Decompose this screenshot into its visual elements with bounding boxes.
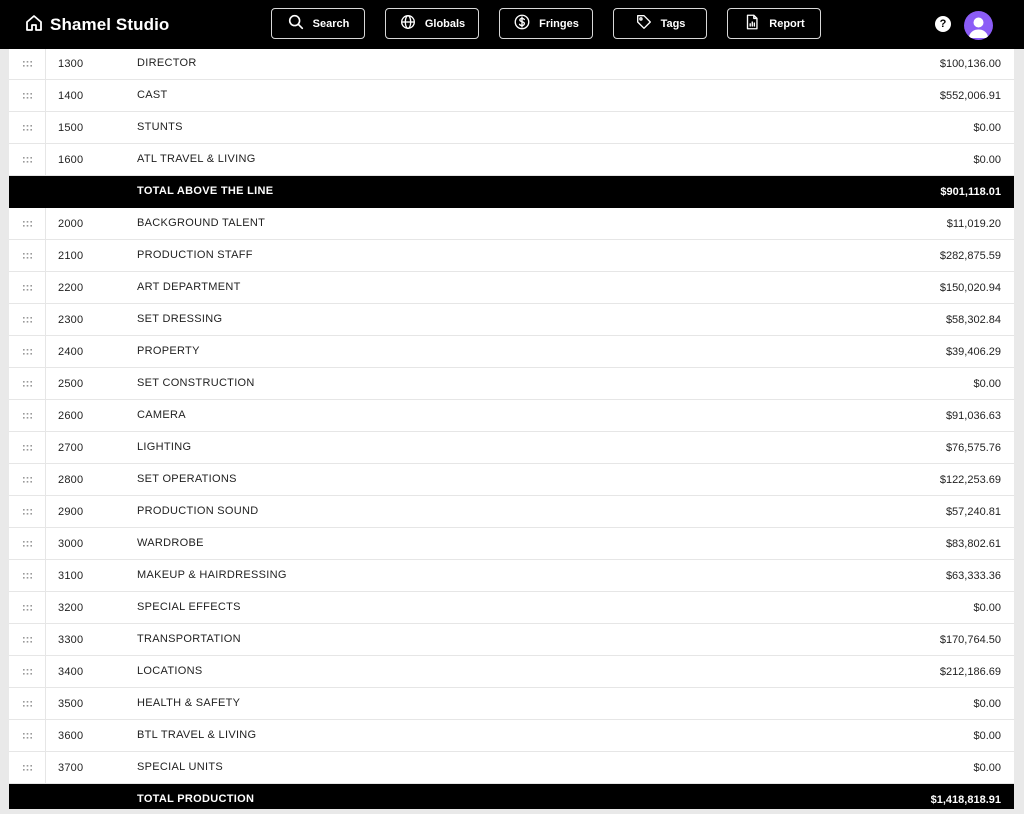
total-row bbox=[9, 784, 1014, 809]
table-row[interactable] bbox=[9, 240, 1014, 272]
drag-handle-icon[interactable] bbox=[9, 496, 46, 527]
drag-handle-icon[interactable] bbox=[9, 144, 46, 175]
account-amount: $100,136.00 bbox=[939, 58, 1001, 70]
dollar-circle-icon bbox=[513, 13, 531, 34]
report-button-label: Report bbox=[769, 17, 805, 30]
account-code: 2000 bbox=[58, 218, 84, 230]
account-name: PROPERTY bbox=[137, 345, 200, 357]
table-row[interactable] bbox=[9, 49, 1014, 80]
account-amount: $11,019.20 bbox=[946, 218, 1001, 230]
drag-handle-icon[interactable] bbox=[9, 208, 46, 239]
drag-handle-icon[interactable] bbox=[9, 336, 46, 367]
tags-button[interactable] bbox=[613, 8, 707, 39]
drag-handle-icon[interactable] bbox=[9, 49, 46, 79]
report-icon bbox=[743, 13, 761, 34]
account-amount: $282,875.59 bbox=[939, 250, 1001, 262]
account-code: 3500 bbox=[58, 698, 84, 710]
account-amount: $0.00 bbox=[973, 378, 1001, 390]
account-amount: $0.00 bbox=[973, 730, 1001, 742]
account-code: 3200 bbox=[58, 602, 84, 614]
table-row[interactable] bbox=[9, 528, 1014, 560]
search-button-label: Search bbox=[312, 17, 350, 30]
home-icon bbox=[24, 13, 44, 38]
drag-handle-icon[interactable] bbox=[9, 592, 46, 623]
account-code: 2900 bbox=[58, 506, 84, 518]
search-button[interactable] bbox=[271, 8, 365, 39]
drag-handle-icon[interactable] bbox=[9, 400, 46, 431]
account-amount: $0.00 bbox=[973, 602, 1001, 614]
tags-button-label: Tags bbox=[660, 17, 686, 30]
drag-handle-icon[interactable] bbox=[9, 560, 46, 591]
account-code: 2100 bbox=[58, 250, 84, 262]
account-amount: $57,240.81 bbox=[945, 506, 1001, 518]
account-amount: $83,802.61 bbox=[945, 538, 1001, 550]
account-name: SET DRESSING bbox=[137, 313, 223, 325]
account-name: ATL TRAVEL & LIVING bbox=[137, 153, 256, 165]
table-row[interactable] bbox=[9, 624, 1014, 656]
account-name: WARDROBE bbox=[137, 537, 204, 549]
account-name: CAMERA bbox=[137, 409, 186, 421]
account-name: PRODUCTION SOUND bbox=[137, 505, 259, 517]
drag-handle-icon[interactable] bbox=[9, 432, 46, 463]
table-row[interactable] bbox=[9, 112, 1014, 144]
account-amount: $122,253.69 bbox=[939, 474, 1001, 486]
drag-handle-icon[interactable] bbox=[9, 752, 46, 783]
account-amount: $39,406.29 bbox=[945, 346, 1001, 358]
account-code: 2700 bbox=[58, 442, 84, 454]
table-row[interactable] bbox=[9, 336, 1014, 368]
fringes-button-label: Fringes bbox=[539, 17, 579, 30]
table-row[interactable] bbox=[9, 560, 1014, 592]
total-amount: $1,418,818.91 bbox=[930, 794, 1001, 806]
drag-handle-icon[interactable] bbox=[9, 368, 46, 399]
account-amount: $63,333.36 bbox=[945, 570, 1001, 582]
account-code: 2800 bbox=[58, 474, 84, 486]
account-code: 2200 bbox=[58, 282, 84, 294]
account-amount: $0.00 bbox=[973, 698, 1001, 710]
account-name: STUNTS bbox=[137, 121, 183, 133]
table-row[interactable] bbox=[9, 144, 1014, 176]
account-amount: $76,575.76 bbox=[945, 442, 1001, 454]
account-name: TRANSPORTATION bbox=[137, 633, 241, 645]
table-row[interactable] bbox=[9, 208, 1014, 240]
table-row[interactable] bbox=[9, 304, 1014, 336]
account-amount: $212,186.69 bbox=[939, 666, 1001, 678]
search-icon bbox=[287, 13, 305, 34]
globals-button-label: Globals bbox=[424, 17, 466, 30]
globals-button[interactable] bbox=[385, 8, 479, 39]
account-amount: $58,302.84 bbox=[945, 314, 1001, 326]
drag-handle-icon[interactable] bbox=[9, 112, 46, 143]
budget-table bbox=[9, 49, 1014, 809]
app-title: Shamel Studio bbox=[50, 15, 170, 34]
account-code: 3000 bbox=[58, 538, 84, 550]
avatar[interactable] bbox=[964, 11, 993, 40]
account-code: 1500 bbox=[58, 122, 84, 134]
account-name: HEALTH & SAFETY bbox=[137, 697, 241, 709]
table-row[interactable] bbox=[9, 368, 1014, 400]
account-amount: $0.00 bbox=[973, 122, 1001, 134]
report-button[interactable] bbox=[727, 8, 821, 39]
account-code: 3300 bbox=[58, 634, 84, 646]
account-amount: $91,036.63 bbox=[945, 410, 1001, 422]
account-amount: $552,006.91 bbox=[939, 90, 1001, 102]
total-row bbox=[9, 176, 1014, 208]
account-amount: $0.00 bbox=[973, 762, 1001, 774]
table-row[interactable] bbox=[9, 272, 1014, 304]
account-name: CAST bbox=[137, 89, 168, 101]
account-name: LOCATIONS bbox=[137, 665, 203, 677]
table-row[interactable] bbox=[9, 80, 1014, 112]
account-name: BTL TRAVEL & LIVING bbox=[137, 729, 257, 741]
account-amount: $150,020.94 bbox=[939, 282, 1001, 294]
account-name: BACKGROUND TALENT bbox=[137, 217, 266, 229]
tag-icon bbox=[635, 13, 653, 34]
drag-handle-icon[interactable] bbox=[9, 720, 46, 751]
drag-handle-icon[interactable] bbox=[9, 528, 46, 559]
total-amount: $901,118.01 bbox=[940, 186, 1001, 198]
table-row[interactable] bbox=[9, 656, 1014, 688]
drag-handle-icon[interactable] bbox=[9, 688, 46, 719]
account-code: 1300 bbox=[58, 58, 84, 70]
drag-handle-icon[interactable] bbox=[9, 304, 46, 335]
table-row[interactable] bbox=[9, 432, 1014, 464]
table-row[interactable] bbox=[9, 496, 1014, 528]
account-code: 2300 bbox=[58, 314, 84, 326]
account-name: SPECIAL UNITS bbox=[137, 761, 224, 773]
account-code: 2600 bbox=[58, 410, 84, 422]
drag-handle-icon[interactable] bbox=[9, 656, 46, 687]
budget-rows bbox=[9, 49, 1014, 809]
table-row[interactable] bbox=[9, 752, 1014, 784]
user-icon bbox=[964, 11, 993, 40]
table-row[interactable] bbox=[9, 688, 1014, 720]
drag-handle-icon[interactable] bbox=[9, 464, 46, 495]
top-bar bbox=[0, 0, 1024, 49]
help-icon[interactable]: ? bbox=[935, 16, 951, 32]
account-code: 2400 bbox=[58, 346, 84, 358]
account-name: PRODUCTION STAFF bbox=[137, 249, 253, 261]
account-code: 3100 bbox=[58, 570, 84, 582]
account-amount: $0.00 bbox=[973, 154, 1001, 166]
account-code: 2500 bbox=[58, 378, 84, 390]
account-code: 3600 bbox=[58, 730, 84, 742]
drag-handle-icon[interactable] bbox=[9, 240, 46, 271]
drag-handle-icon[interactable] bbox=[9, 624, 46, 655]
table-row[interactable] bbox=[9, 592, 1014, 624]
account-name: SPECIAL EFFECTS bbox=[137, 601, 241, 613]
account-amount: $170,764.50 bbox=[939, 634, 1001, 646]
account-name: LIGHTING bbox=[137, 441, 192, 453]
table-row[interactable] bbox=[9, 720, 1014, 752]
account-name: DIRECTOR bbox=[137, 57, 197, 69]
account-name: ART DEPARTMENT bbox=[137, 281, 241, 293]
total-label: TOTAL ABOVE THE LINE bbox=[137, 185, 274, 197]
fringes-button[interactable] bbox=[499, 8, 593, 39]
account-code: 3400 bbox=[58, 666, 84, 678]
account-code: 1600 bbox=[58, 154, 84, 166]
drag-handle-icon[interactable] bbox=[9, 80, 46, 111]
drag-handle-icon[interactable] bbox=[9, 272, 46, 303]
account-name: SET CONSTRUCTION bbox=[137, 377, 255, 389]
account-name: SET OPERATIONS bbox=[137, 473, 237, 485]
account-code: 1400 bbox=[58, 90, 84, 102]
account-name: MAKEUP & HAIRDRESSING bbox=[137, 569, 287, 581]
brand[interactable] bbox=[24, 13, 169, 37]
table-row[interactable] bbox=[9, 400, 1014, 432]
globe-icon bbox=[399, 13, 417, 34]
account-code: 3700 bbox=[58, 762, 84, 774]
total-label: TOTAL PRODUCTION bbox=[137, 793, 255, 805]
table-row[interactable] bbox=[9, 464, 1014, 496]
